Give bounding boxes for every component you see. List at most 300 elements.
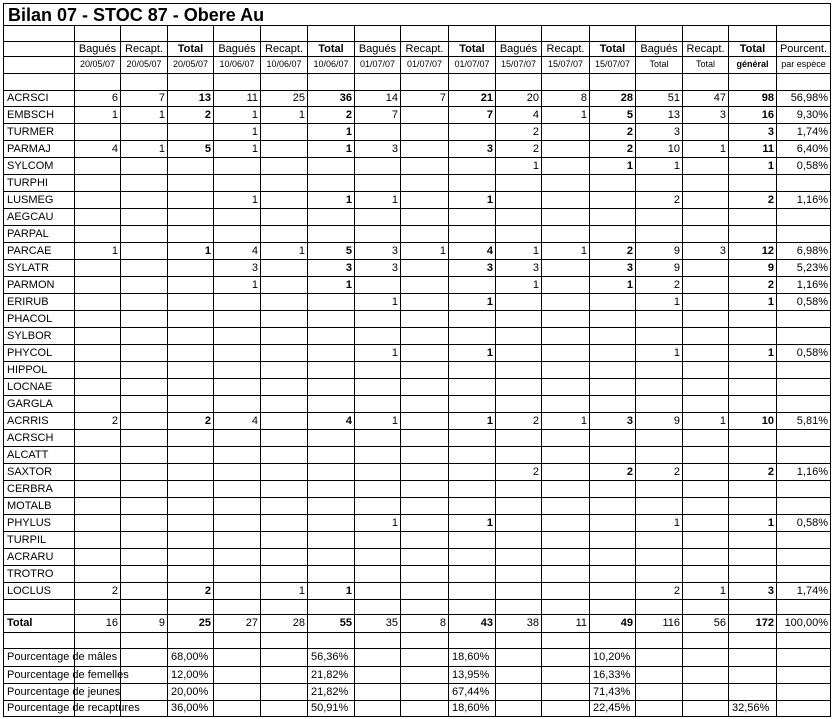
table-cell (590, 566, 635, 582)
column-header: Pourcent. (779, 43, 828, 55)
species-code: GARGLA (7, 398, 53, 410)
table-cell (777, 379, 830, 395)
table-cell (214, 583, 260, 599)
total-cell: 100,00% (784, 617, 828, 629)
species-code: LOCLUS (7, 585, 52, 597)
percent-label: Pourcentage de jeunes (7, 686, 121, 698)
table-cell (636, 328, 682, 344)
table-cell (261, 447, 307, 463)
table-cell (590, 192, 635, 208)
table-cell (777, 481, 830, 497)
column-header: Bagués (640, 43, 678, 55)
table-cell: 16 (761, 109, 774, 121)
table-cell: 4 (486, 245, 493, 257)
table-cell (308, 464, 354, 480)
table-cell (214, 226, 260, 242)
table-cell: 3 (486, 143, 493, 155)
table-cell: 13 (198, 92, 211, 104)
table-cell: 1,16% (796, 466, 828, 478)
table-cell (683, 464, 728, 480)
table-cell (590, 226, 635, 242)
column-subheader: 01/07/07 (359, 59, 396, 69)
table-cell (214, 158, 260, 174)
table-cell (75, 396, 120, 412)
column-subheader: 15/07/07 (500, 59, 537, 69)
table-cell (542, 498, 589, 514)
table-cell: 10 (761, 415, 774, 427)
species-code: ACRRIS (7, 415, 49, 427)
table-cell: 1 (719, 415, 726, 427)
species-code: MOTALB (7, 500, 52, 512)
table-cell: 1,16% (796, 279, 828, 291)
table-cell (636, 226, 682, 242)
table-cell (683, 124, 728, 140)
table-cell (496, 396, 541, 412)
species-code: LOCNAE (7, 381, 53, 393)
table-cell (542, 311, 589, 327)
table-cell: 4 (251, 245, 258, 257)
percent-cell: 71,43% (593, 686, 631, 698)
table-cell: 0,58% (796, 160, 828, 172)
species-code: ALCATT (7, 449, 49, 461)
table-cell (496, 209, 541, 225)
column-header: Total (739, 43, 766, 55)
percent-cell: 20,00% (171, 686, 209, 698)
table-cell (261, 515, 307, 531)
table-cell: 2 (532, 126, 539, 138)
table-cell: 2 (673, 194, 680, 206)
table-cell (590, 532, 635, 548)
table-cell (683, 311, 728, 327)
table-cell: 1 (345, 126, 352, 138)
table-cell (355, 328, 400, 344)
table-cell (121, 209, 167, 225)
percent-cell: 56,36% (311, 651, 349, 663)
table-cell (168, 226, 213, 242)
species-code: TROTRO (7, 568, 54, 580)
table-cell (542, 226, 589, 242)
table-cell (590, 362, 635, 378)
species-code: SAXTOR (7, 466, 53, 478)
table-cell: 3 (626, 415, 633, 427)
table-cell (121, 192, 167, 208)
table-cell (496, 379, 541, 395)
table-cell (261, 345, 307, 361)
table-cell (590, 328, 635, 344)
table-cell: 3 (391, 143, 398, 155)
table-cell: 7 (486, 109, 493, 121)
table-cell (683, 566, 728, 582)
table-cell (683, 379, 728, 395)
table-cell (401, 498, 448, 514)
table-cell (496, 311, 541, 327)
table-cell (401, 362, 448, 378)
percent-cell: 21,82% (311, 669, 349, 681)
table-cell (261, 294, 307, 310)
table-cell: 2 (345, 109, 352, 121)
table-cell (75, 379, 120, 395)
table-cell (75, 226, 120, 242)
total-cell: 43 (480, 617, 493, 629)
table-cell: 7 (439, 92, 446, 104)
table-cell (729, 311, 776, 327)
table-cell: 0,58% (796, 296, 828, 308)
table-cell (542, 515, 589, 531)
table-cell: 1 (767, 296, 774, 308)
table-cell: 1 (580, 415, 587, 427)
table-cell (777, 226, 830, 242)
total-cell: 172 (755, 617, 774, 629)
table-cell (261, 328, 307, 344)
table-cell: 7 (391, 109, 398, 121)
table-cell (777, 498, 830, 514)
table-cell (542, 549, 589, 565)
table-cell (121, 226, 167, 242)
column-subheader: 10/06/07 (219, 59, 255, 69)
table-cell: 2 (532, 143, 539, 155)
table-cell: 3 (486, 262, 493, 274)
percent-cell: 32,56% (732, 702, 770, 714)
table-cell: 1 (626, 279, 633, 291)
total-cell: 25 (198, 617, 211, 629)
grid-line (3, 632, 831, 633)
table-cell (121, 243, 167, 259)
table-cell: 21 (480, 92, 493, 104)
table-cell (168, 379, 213, 395)
species-code: PHACOL (7, 313, 53, 325)
table-cell: 4 (345, 415, 352, 427)
table-cell (449, 498, 495, 514)
table-cell (355, 498, 400, 514)
table-cell (590, 481, 635, 497)
table-cell (261, 277, 307, 293)
table-cell: 1 (767, 347, 774, 359)
column-subheader: 20/05/07 (126, 59, 162, 69)
table-cell: 14 (385, 92, 398, 104)
table-cell (449, 464, 495, 480)
total-cell: 116 (662, 617, 680, 629)
table-cell (496, 583, 541, 599)
table-cell (401, 175, 448, 191)
total-cell: 16 (105, 617, 118, 629)
table-cell (542, 192, 589, 208)
table-cell: 51 (667, 92, 680, 104)
table-cell (683, 362, 728, 378)
table-cell (777, 532, 830, 548)
column-header: Bagués (499, 43, 538, 55)
table-cell (168, 464, 213, 480)
table-cell (542, 209, 589, 225)
table-cell (401, 447, 448, 463)
table-cell: 1 (486, 194, 493, 206)
column-subheader: Total (695, 59, 715, 69)
table-cell (261, 141, 307, 157)
species-code: SYLATR (7, 262, 49, 274)
table-cell (683, 515, 728, 531)
table-cell (308, 566, 354, 582)
table-cell: 4 (532, 109, 539, 121)
table-cell: 13 (667, 109, 680, 121)
table-cell (542, 362, 589, 378)
table-cell (401, 192, 448, 208)
table-cell (355, 532, 400, 548)
table-cell (355, 430, 400, 446)
table-cell (683, 277, 728, 293)
grid-line (3, 25, 831, 26)
percent-cell (729, 649, 776, 666)
grid-line (3, 73, 831, 74)
table-cell (636, 362, 682, 378)
table-cell (683, 345, 728, 361)
table-cell (261, 464, 307, 480)
column-subheader: général (736, 59, 769, 69)
table-cell (683, 396, 728, 412)
table-cell (542, 328, 589, 344)
table-cell (121, 260, 167, 276)
table-cell: 1 (391, 296, 398, 308)
table-cell (75, 311, 120, 327)
table-cell (355, 362, 400, 378)
table-cell (683, 294, 728, 310)
table-cell (214, 328, 260, 344)
table-cell (168, 447, 213, 463)
percent-cell: 22,45% (593, 702, 631, 714)
table-cell: 1 (767, 517, 774, 529)
table-cell (214, 464, 260, 480)
table-cell: 1 (345, 585, 352, 597)
table-cell (636, 532, 682, 548)
table-cell (308, 430, 354, 446)
table-cell (401, 311, 448, 327)
table-cell (261, 481, 307, 497)
table-cell: 1 (111, 245, 118, 257)
table-cell (636, 447, 682, 463)
percent-cell (729, 684, 776, 700)
table-cell (121, 396, 167, 412)
table-cell: 98 (761, 92, 774, 104)
table-cell (542, 532, 589, 548)
table-cell (729, 175, 776, 191)
table-cell (496, 294, 541, 310)
table-cell (542, 124, 589, 140)
column-subheader: par espèce (781, 59, 826, 69)
table-cell (496, 566, 541, 582)
table-cell (496, 481, 541, 497)
table-cell: 2 (626, 245, 633, 257)
table-cell (401, 277, 448, 293)
table-cell: 9 (673, 415, 680, 427)
total-cell: 28 (292, 617, 305, 629)
total-cell: 35 (385, 617, 398, 629)
table-cell: 7 (158, 92, 165, 104)
column-subheader: 20/05/07 (79, 59, 116, 69)
table-cell (401, 481, 448, 497)
table-cell (496, 328, 541, 344)
table-cell (168, 209, 213, 225)
table-cell: 1 (486, 347, 493, 359)
percent-cell: 16,33% (593, 669, 631, 681)
table-cell (355, 396, 400, 412)
table-cell (683, 209, 728, 225)
grid-line (3, 716, 831, 717)
table-cell: 10 (667, 143, 680, 155)
table-cell (449, 583, 495, 599)
table-cell (168, 566, 213, 582)
table-cell (121, 277, 167, 293)
table-cell: 9 (673, 245, 680, 257)
table-cell: 3 (251, 262, 258, 274)
total-cell: 9 (158, 617, 165, 629)
total-cell: 8 (439, 617, 446, 629)
table-cell: 2 (111, 585, 118, 597)
species-code: EMBSCH (7, 109, 55, 121)
table-cell: 1 (486, 296, 493, 308)
table-cell (214, 430, 260, 446)
table-cell (168, 294, 213, 310)
table-cell (401, 107, 448, 123)
species-code: PARCAE (7, 245, 52, 257)
percent-cell: 10,20% (593, 651, 631, 663)
table-cell: 1 (391, 347, 398, 359)
table-cell (590, 175, 635, 191)
table-cell: 9 (767, 262, 774, 274)
table-cell (542, 481, 589, 497)
table-cell: 2 (626, 126, 633, 138)
table-cell: 3 (673, 126, 680, 138)
table-cell: 1 (298, 585, 305, 597)
table-cell (729, 362, 776, 378)
table-cell (214, 311, 260, 327)
table-cell (496, 192, 541, 208)
table-cell (121, 124, 167, 140)
percent-label: Pourcentage de mâles (7, 651, 118, 663)
table-cell (261, 311, 307, 327)
table-cell (261, 430, 307, 446)
table-cell (121, 158, 167, 174)
table-cell (683, 226, 728, 242)
table-cell (168, 260, 213, 276)
table-cell (75, 430, 120, 446)
table-cell: 1 (251, 279, 258, 291)
table-cell (261, 566, 307, 582)
species-code: TURPIL (7, 534, 47, 546)
table-cell (777, 311, 830, 327)
table-cell (168, 532, 213, 548)
table-cell (777, 430, 830, 446)
table-cell (496, 447, 541, 463)
table-cell (683, 532, 728, 548)
percent-label: Pourcentage de femelles (7, 669, 129, 681)
table-cell: 1 (345, 279, 352, 291)
table-cell (683, 328, 728, 344)
table-cell: 2 (673, 466, 680, 478)
percent-cell: 67,44% (452, 686, 490, 698)
table-cell (214, 209, 260, 225)
table-cell: 2 (532, 415, 539, 427)
table-cell (308, 447, 354, 463)
table-cell: 1 (158, 109, 165, 121)
table-cell (355, 549, 400, 565)
table-cell (542, 566, 589, 582)
table-cell: 1 (673, 517, 680, 529)
table-cell (168, 158, 213, 174)
column-header: Total (459, 43, 485, 55)
table-cell: 3 (532, 262, 539, 274)
column-header: Recapt. (125, 43, 163, 55)
table-cell (75, 175, 120, 191)
table-cell: 1 (391, 194, 398, 206)
table-cell (777, 396, 830, 412)
percent-cell (729, 667, 776, 683)
table-cell (308, 226, 354, 242)
table-cell (308, 532, 354, 548)
table-cell (308, 498, 354, 514)
table-cell (121, 294, 167, 310)
table-cell: 1 (251, 194, 258, 206)
species-code: SYLCOM (7, 160, 54, 172)
table-cell: 3 (767, 126, 774, 138)
table-cell: 1 (673, 160, 680, 172)
species-code: ACRSCI (7, 92, 49, 104)
column-header: Bagués (358, 43, 397, 55)
column-header: Total (177, 43, 204, 55)
table-cell (355, 277, 400, 293)
table-cell: 2 (532, 466, 539, 478)
table-cell: 1,74% (796, 585, 828, 597)
column-subheader: 01/07/07 (406, 59, 443, 69)
table-cell (636, 175, 682, 191)
table-cell (401, 158, 448, 174)
table-cell (729, 379, 776, 395)
species-code: ACRARU (7, 551, 54, 563)
table-cell (401, 396, 448, 412)
table-cell: 1 (626, 160, 633, 172)
table-cell (590, 498, 635, 514)
table-cell (729, 549, 776, 565)
percent-cell: 18,60% (452, 651, 490, 663)
table-cell (542, 260, 589, 276)
table-cell (75, 260, 120, 276)
column-header: Bagués (78, 43, 117, 55)
table-cell (590, 294, 635, 310)
total-cell: 38 (526, 617, 539, 629)
table-cell (75, 209, 120, 225)
column-header: Bagués (218, 43, 256, 55)
table-cell: 1 (673, 347, 680, 359)
table-cell (542, 294, 589, 310)
table-cell (75, 294, 120, 310)
table-cell: 4 (251, 415, 258, 427)
table-cell (729, 447, 776, 463)
table-cell (729, 226, 776, 242)
table-cell (449, 379, 495, 395)
table-cell: 3 (626, 262, 633, 274)
table-cell (542, 379, 589, 395)
table-cell: 56,98% (790, 92, 828, 104)
table-cell (308, 328, 354, 344)
table-cell (168, 481, 213, 497)
table-cell: 1 (486, 415, 493, 427)
table-cell (683, 430, 728, 446)
table-cell (308, 481, 354, 497)
table-cell: 1 (580, 245, 587, 257)
table-cell: 1 (719, 585, 726, 597)
table-cell (542, 175, 589, 191)
species-code: AEGCAU (7, 211, 54, 223)
table-cell (496, 532, 541, 548)
table-cell (355, 175, 400, 191)
table-cell (214, 532, 260, 548)
